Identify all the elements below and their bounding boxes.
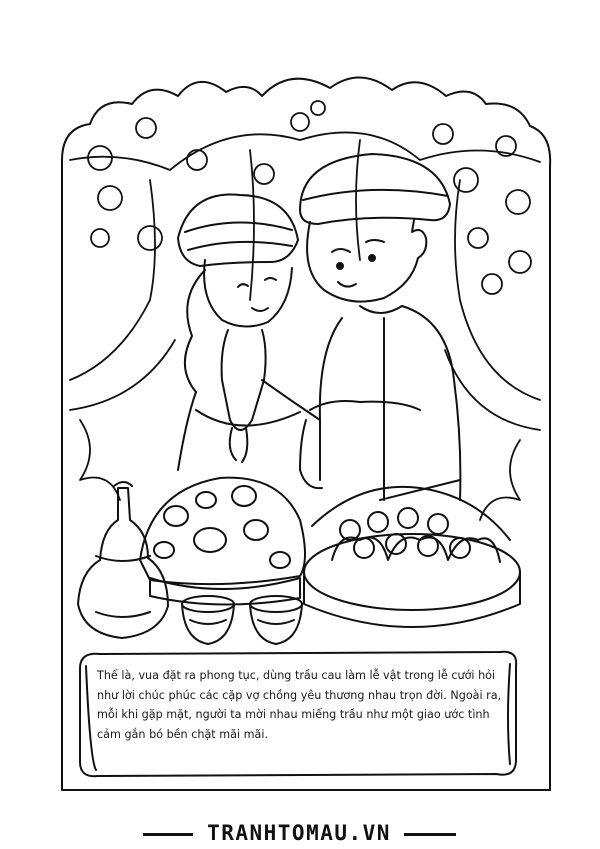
footer-rule-left — [143, 833, 193, 836]
brand-watermark: TRANHTOMAU.VN — [207, 821, 391, 845]
wine-gourd — [78, 482, 168, 638]
bride-figure — [178, 195, 320, 470]
caption-line: Thế là, vua đặt ra phong tục, dùng trầu cau làm lễ vật trong lễ cưới hỏi — [97, 669, 496, 682]
caption-line: như lời chúc phúc các cặp vợ chồng yêu thương nhau trọn đời. Ngoài ra, — [97, 688, 502, 702]
caption-line: cảm gắn bó bền chặt mãi mãi. — [97, 727, 269, 741]
story-caption — [97, 666, 512, 744]
groom-figure — [300, 154, 460, 500]
footer-brand — [0, 818, 600, 844]
caption-line: mỗi khi gặp mặt, người ta mời nhau miếng trầu như một giao ước tình — [97, 708, 490, 721]
areca-nut-tray — [304, 480, 520, 627]
footer-rule-right — [404, 833, 456, 836]
